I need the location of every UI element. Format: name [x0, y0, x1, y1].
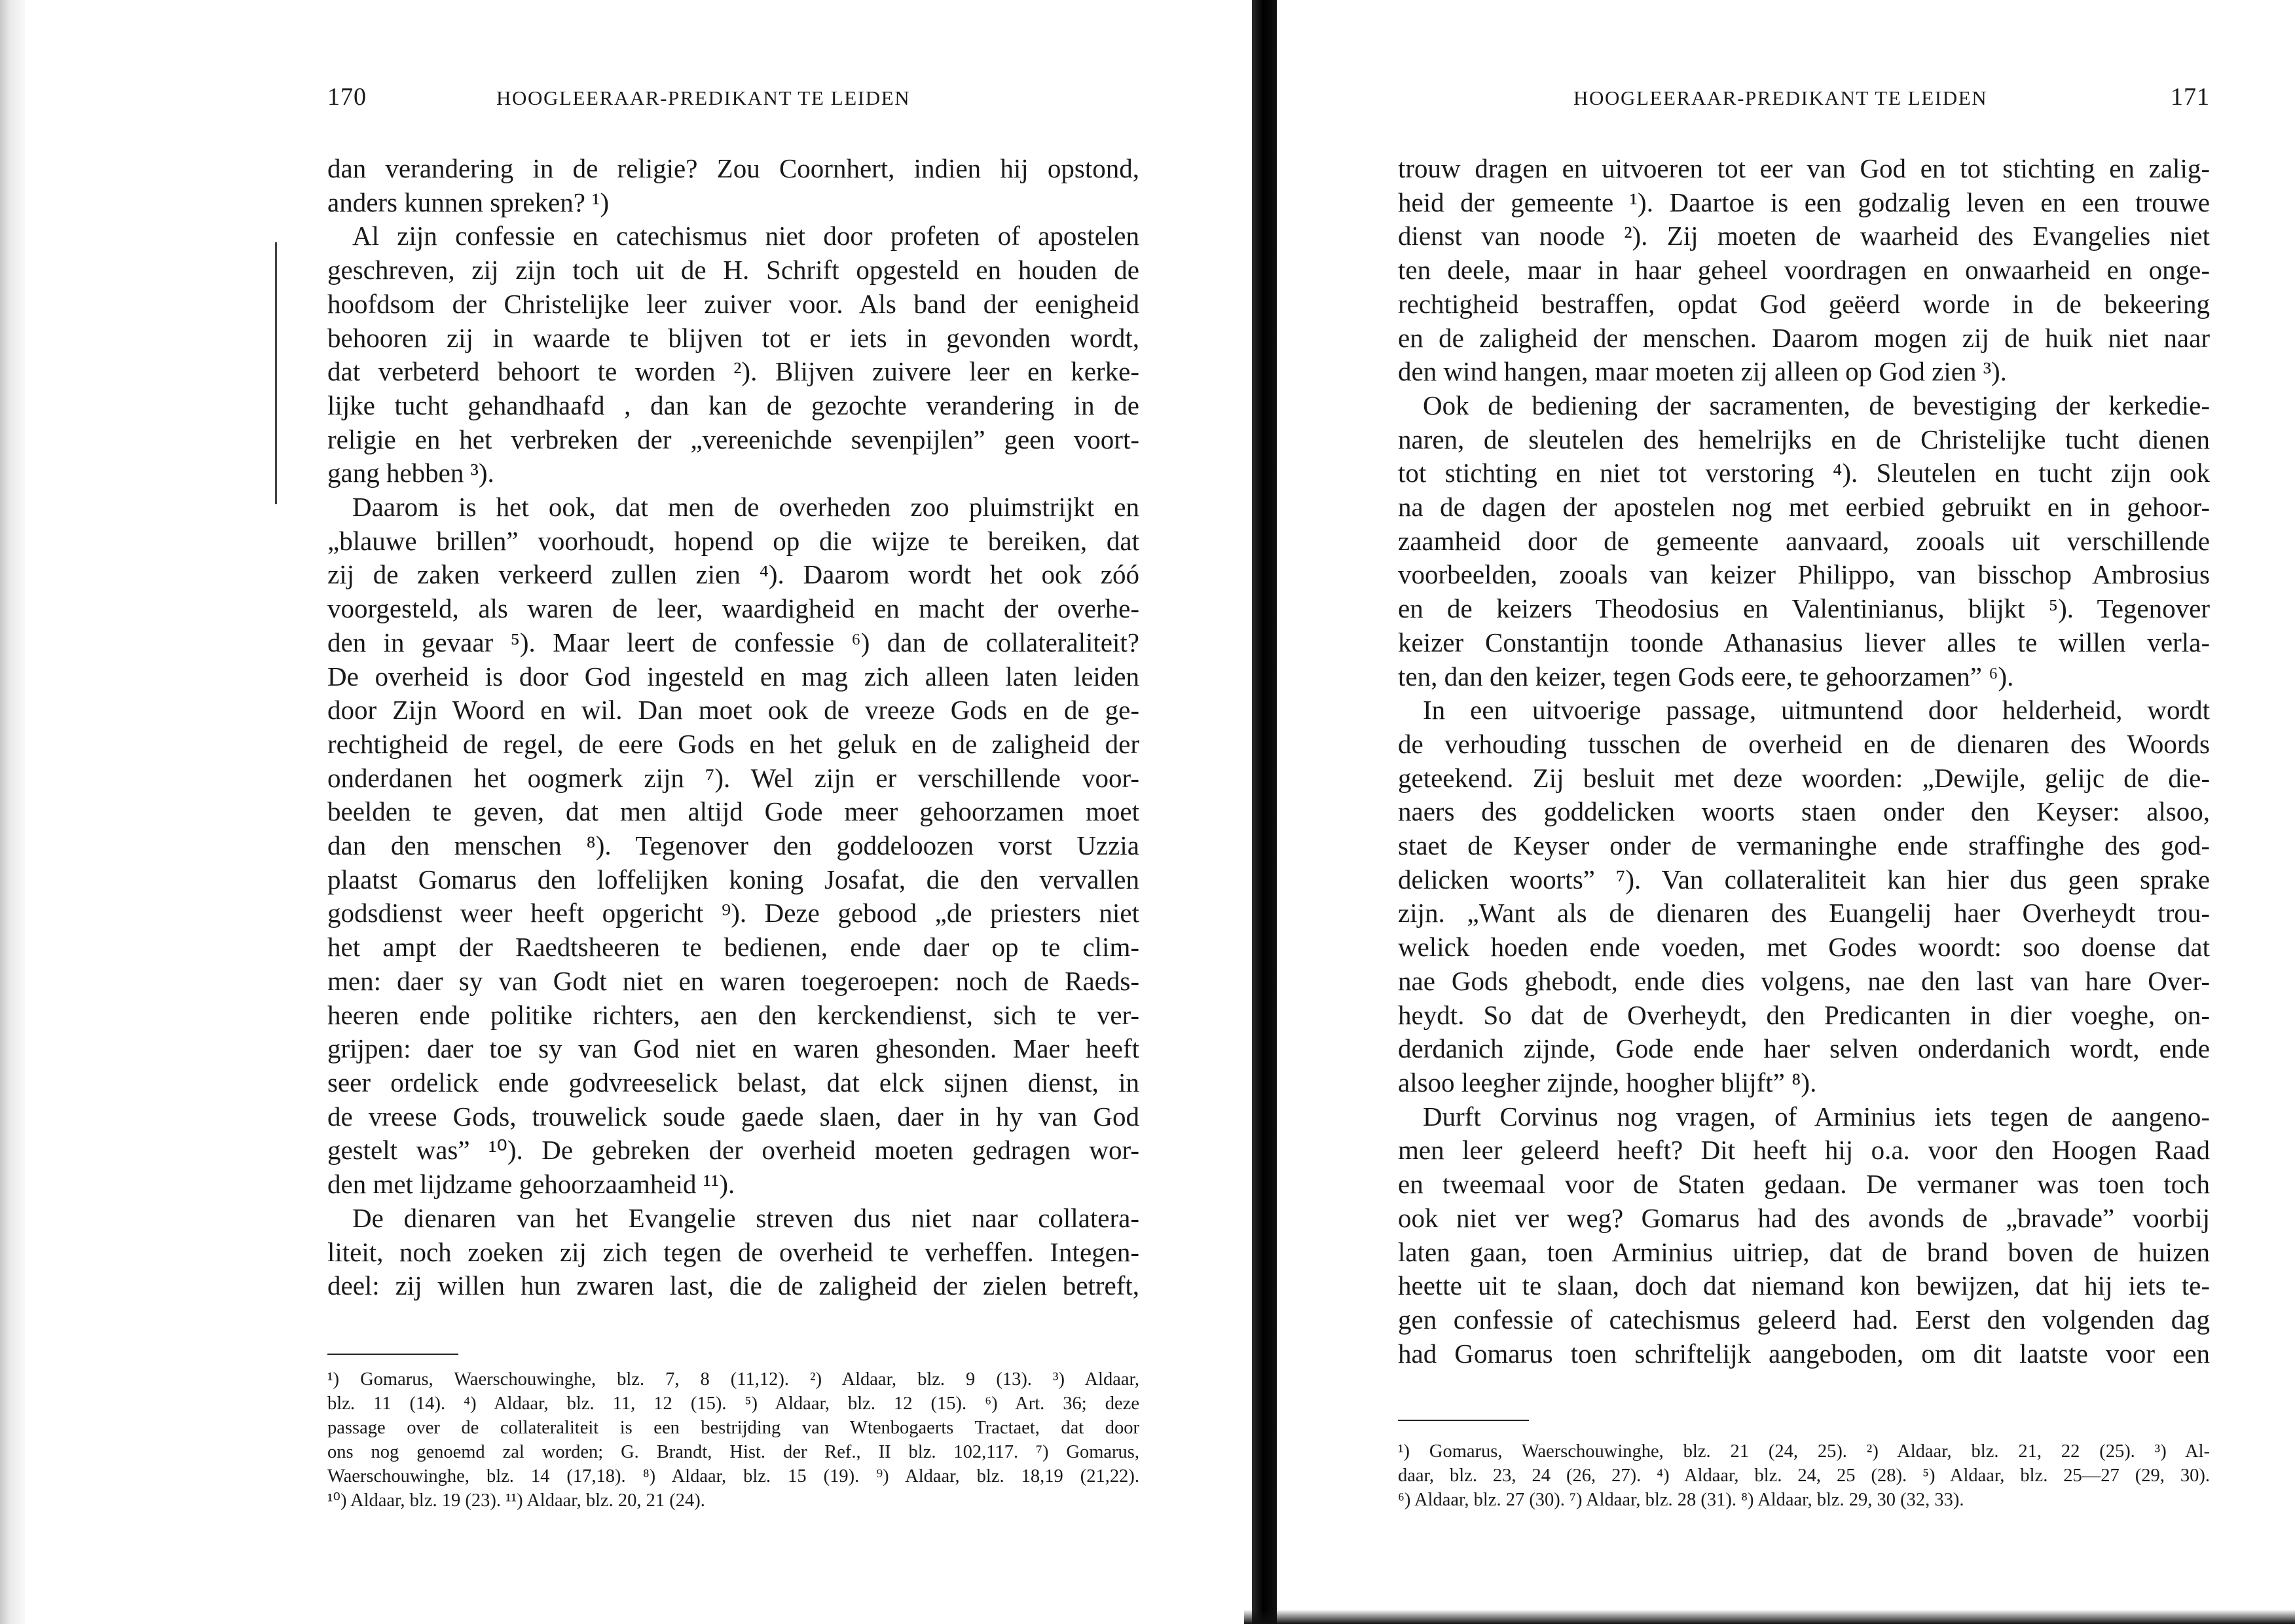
footnote-line: ¹) Gomarus, Waerschouwinghe, blz. 7, 8 (11,12). ²) Aldaar, blz. 9 (13). ³) Aldaar,	[327, 1369, 1139, 1390]
footnote-line: daar, blz. 23, 24 (26, 27). ⁴) Aldaar, blz. 24, 25 (28). ⁵) Aldaar, blz. 25—27 (29, 30).	[1398, 1466, 2210, 1486]
footnote-line: blz. 11 (14). ⁴) Aldaar, blz. 11, 12 (15). ⁵) Aldaar, blz. 12 (15). ⁶) Art. 36; deze	[327, 1393, 1139, 1414]
text-line: geteekend. Zij besluit met deze woorden: „Dewijle, gelijc de die-	[1398, 762, 2210, 793]
footnote-line: ¹⁰) Aldaar, blz. 19 (23). ¹¹) Aldaar, blz. 20, 21 (24).	[327, 1490, 705, 1511]
text-line: deel: zij willen hun zwaren last, die de zaligheid der zielen betreft,	[327, 1270, 1139, 1301]
text-line: Durft Corvinus nog vragen, of Arminius iets tegen de aangeno-	[1423, 1101, 2210, 1132]
text-line: en de keizers Theodosius en Valentinianus, blijkt ⁵). Tegenover	[1398, 593, 2210, 624]
text-line: gang hebben ³).	[327, 458, 494, 489]
body-text	[327, 152, 1139, 1303]
text-line: staet de Keyser onder de vermaninghe ende straffinghe des god-	[1398, 830, 2210, 861]
text-line: laten gaan, toen Arminius uitriep, dat de brand boven de huizen	[1398, 1236, 2210, 1267]
text-line: ten deele, maar in haar geheel voordragen en onwaarheid en onge-	[1398, 255, 2210, 286]
text-line: heette uit te slaan, doch dat niemand kon bewijzen, dat hij iets te-	[1398, 1270, 2210, 1301]
text-line: na de dagen der apostelen nog met eerbied gebruikt en in gehoor-	[1398, 492, 2210, 523]
text-line: heydt. So dat de Overheydt, den Predicanten in dier voeghe, on-	[1398, 999, 2210, 1030]
text-line: gestelt was” ¹⁰). De gebreken der overheid moeten gedragen wor-	[327, 1135, 1139, 1166]
text-line: alsoo leegher zijnde, hoogher blijft” ⁸).	[1398, 1067, 1817, 1098]
text-line: tot stichting en niet tot verstoring ⁴). Sleutelen en tucht zijn ook	[1398, 458, 2210, 489]
text-line: godsdienst weer heeft opgericht ⁹). Deze gebood „de priesters niet	[327, 898, 1139, 929]
text-line: men leer geleerd heeft? Dit heeft hij o.a. voor den Hoogen Raad	[1398, 1135, 2210, 1166]
text-line: In een uitvoerige passage, uitmuntend door helderheid, wordt	[1423, 695, 2210, 726]
text-line: had Gomarus toen schriftelijk aangeboden, om dit laatste voor een	[1398, 1338, 2210, 1369]
text-line: naren, de sleutelen des hemelrijks en de Christelijke tucht dienen	[1398, 424, 2210, 454]
text-line: rechtigheid bestraffen, opdat God geëerd worde in de bekeering	[1398, 288, 2210, 319]
text-line: dienst van noode ²). Zij moeten de waarheid des Evangelies niet	[1398, 221, 2210, 251]
text-line: Daarom is het ook, dat men de overheden zoo pluimstrijkt en	[352, 492, 1139, 523]
text-line: religie en het verbreken der „vereenichde sevenpijlen” geen voort-	[327, 424, 1139, 454]
text-line: delicken woorts” ⁷). Van collateraliteit kan hier dus geen sprake	[1398, 864, 2210, 895]
text-line: zij de zaken verkeerd zullen zien ⁴). Daarom wordt het ook zóó	[327, 559, 1139, 590]
text-line: plaatst Gomarus den loffelijken koning Josafat, die den vervallen	[327, 864, 1139, 895]
text-line: derdanich zijnde, Gode ende haer selven onderdanich wordt, ende	[1398, 1033, 2210, 1064]
text-line: dat verbeterd behoort te worden ²). Blijven zuivere leer en kerke-	[327, 356, 1139, 387]
text-line: gen confessie of catechismus geleerd had. Eerst den volgenden dag	[1398, 1304, 2210, 1335]
text-line: den in gevaar ⁵). Maar leert de confessie ⁶) dan de collateraliteit?	[327, 627, 1139, 657]
text-line: heeren ende politike richters, aen den kerckendienst, sich te ver-	[327, 999, 1139, 1030]
text-line: geschreven, zij zijn toch uit de H. Schrift opgesteld en houden de	[327, 255, 1139, 286]
text-line: heid der gemeente ¹). Daartoe is een godzalig leven en een trouwe	[1398, 187, 2210, 217]
text-line: behooren zij in waarde te blijven tot er iets in gevonden wordt,	[327, 322, 1139, 353]
running-head-right	[1398, 83, 2210, 118]
text-line: onderdanen het oogmerk zijn ⁷). Wel zijn er verschillende voor-	[327, 762, 1139, 793]
text-line: en de zaligheid der menschen. Daarom mogen zij de huik niet naar	[1398, 322, 2210, 353]
running-head-title: HOOGLEERAAR-PREDIKANT TE LEIDEN	[496, 86, 911, 109]
footnote-line: ¹) Gomarus, Waerschouwinghe, blz. 21 (24, 25). ²) Aldaar, blz. 21, 22 (25). ³) Al-	[1398, 1441, 2210, 1462]
text-line: zijn. „Want als de dienaren des Euangelij haer Overheydt trou-	[1398, 898, 2210, 929]
footnote-line: ons nog genoemd zal worden; G. Brandt, Hist. der Ref., II blz. 102,117. ⁷) Gomarus,	[327, 1442, 1139, 1462]
running-head-left	[327, 83, 1139, 118]
footnote-line: Waerschouwinghe, blz. 14 (17,18). ⁸) Aldaar, blz. 15 (19). ⁹) Aldaar, blz. 18,19 (21,22).	[327, 1466, 1139, 1486]
page-number: 171	[2171, 83, 2210, 111]
text-line: nae Gods ghebodt, ende dies volgens, nae den last van hare Over-	[1398, 965, 2210, 996]
right-page	[1398, 0, 2210, 1624]
text-line: ten, dan den keizer, tegen Gods eere, te gehoorzamen” ⁶).	[1398, 661, 2014, 692]
left-page	[327, 0, 1139, 1624]
text-line: trouw dragen en uitvoeren tot eer van God en tot stichting en zalig-	[1398, 153, 2210, 183]
text-line: rechtigheid de regel, de eere Gods en het geluk en de zaligheid der	[327, 728, 1139, 759]
text-line: anders kunnen spreken? ¹)	[327, 187, 610, 217]
book-gutter	[1252, 0, 1277, 1624]
footnote-line: passage over de collateraliteit is een bestrijding van Wtenbogaerts Tractaet, dat door	[327, 1418, 1139, 1438]
text-line: grijpen: daer toe sy van God niet en waren ghesonden. Maer heeft	[327, 1033, 1139, 1064]
footnotes	[1398, 1439, 2210, 1512]
text-line: „blauwe brillen” voorhoudt, hopend op die wijze te bereiken, dat	[327, 525, 1139, 556]
text-line: het ampt der Raedtsheeren te bedienen, ende daer op te clim-	[327, 932, 1139, 963]
footnote-rule	[1398, 1420, 1529, 1421]
text-line: welick hoeden ende voeden, met Godes woordt: soo doense dat	[1398, 932, 2210, 963]
body-text	[1398, 152, 2210, 1371]
text-line: beelden te geven, dat men altijd Gode meer gehoorzamen moet	[327, 796, 1139, 827]
text-line: voorbeelden, zooals van keizer Philippo, van bisschop Ambrosius	[1398, 559, 2210, 590]
text-line: keizer Constantijn toonde Athanasius liever alles te willen verla-	[1398, 627, 2210, 657]
text-line: lijke tucht gehandhaafd , dan kan de gezochte verandering in de	[327, 390, 1139, 420]
text-line: den wind hangen, maar moeten zij alleen op God zien ³).	[1398, 356, 2007, 387]
text-line: ook niet ver weg? Gomarus had des avonds de „bravade” voorbij	[1398, 1202, 2210, 1233]
text-line: Al zijn confessie en catechismus niet door profeten of apostelen	[352, 221, 1139, 251]
text-line: door Zijn Woord en wil. Dan moet ook de vreeze Gods en de ge-	[327, 695, 1139, 726]
text-line: Ook de bediening der sacramenten, de bevestiging der kerkedie-	[1423, 390, 2210, 420]
text-line: zaamheid door de gemeente aanvaard, zooals uit verschillende	[1398, 525, 2210, 556]
footnotes	[327, 1367, 1139, 1513]
text-line: De dienaren van het Evangelie streven dus niet naar collatera-	[352, 1202, 1139, 1233]
text-line: De overheid is door God ingesteld en mag zich alleen laten leiden	[327, 661, 1139, 692]
text-line: men: daer sy van Godt niet en waren toegeroepen: noch de Raeds-	[327, 965, 1139, 996]
scan-margin-mark	[275, 242, 277, 504]
footnote-line: ⁶) Aldaar, blz. 27 (30). ⁷) Aldaar, blz. 28 (31). ⁸) Aldaar, blz. 29, 30 (32, 33).	[1398, 1490, 1964, 1510]
text-line: dan verandering in de religie? Zou Coornhert, indien hij opstond,	[327, 153, 1139, 183]
text-line: en tweemaal voor de Staten gedaan. De vermaner was toen toch	[1398, 1169, 2210, 1200]
footnote-rule	[327, 1354, 458, 1355]
text-line: seer ordelick ende godvreeselick belast, dat elck sijnen dienst, in	[327, 1067, 1139, 1098]
page-number: 170	[327, 83, 367, 111]
text-line: de verhouding tusschen de overheid en de dienaren des Woords	[1398, 728, 2210, 759]
text-line: de vreese Gods, trouwelick soude gaede slaen, daer in hy van God	[327, 1101, 1139, 1132]
running-head-title: HOOGLEERAAR-PREDIKANT TE LEIDEN	[1573, 86, 1988, 109]
text-line: naers des goddelicken woorts staen onder den Keyser: alsoo,	[1398, 796, 2210, 827]
text-line: hoofdsom der Christelijke leer zuiver voor. Als band der eenigheid	[327, 288, 1139, 319]
text-line: liteit, noch zoeken zij zich tegen de overheid te verheffen. Integen-	[327, 1236, 1139, 1267]
text-line: voorgesteld, als waren de leer, waardigheid en macht der overhe-	[327, 593, 1139, 624]
scan-edge-left	[0, 0, 25, 1624]
text-line: dan den menschen ⁸). Tegenover den goddeloozen vorst Uzzia	[327, 830, 1139, 861]
text-line: den met lijdzame gehoorzaamheid ¹¹).	[327, 1169, 735, 1200]
